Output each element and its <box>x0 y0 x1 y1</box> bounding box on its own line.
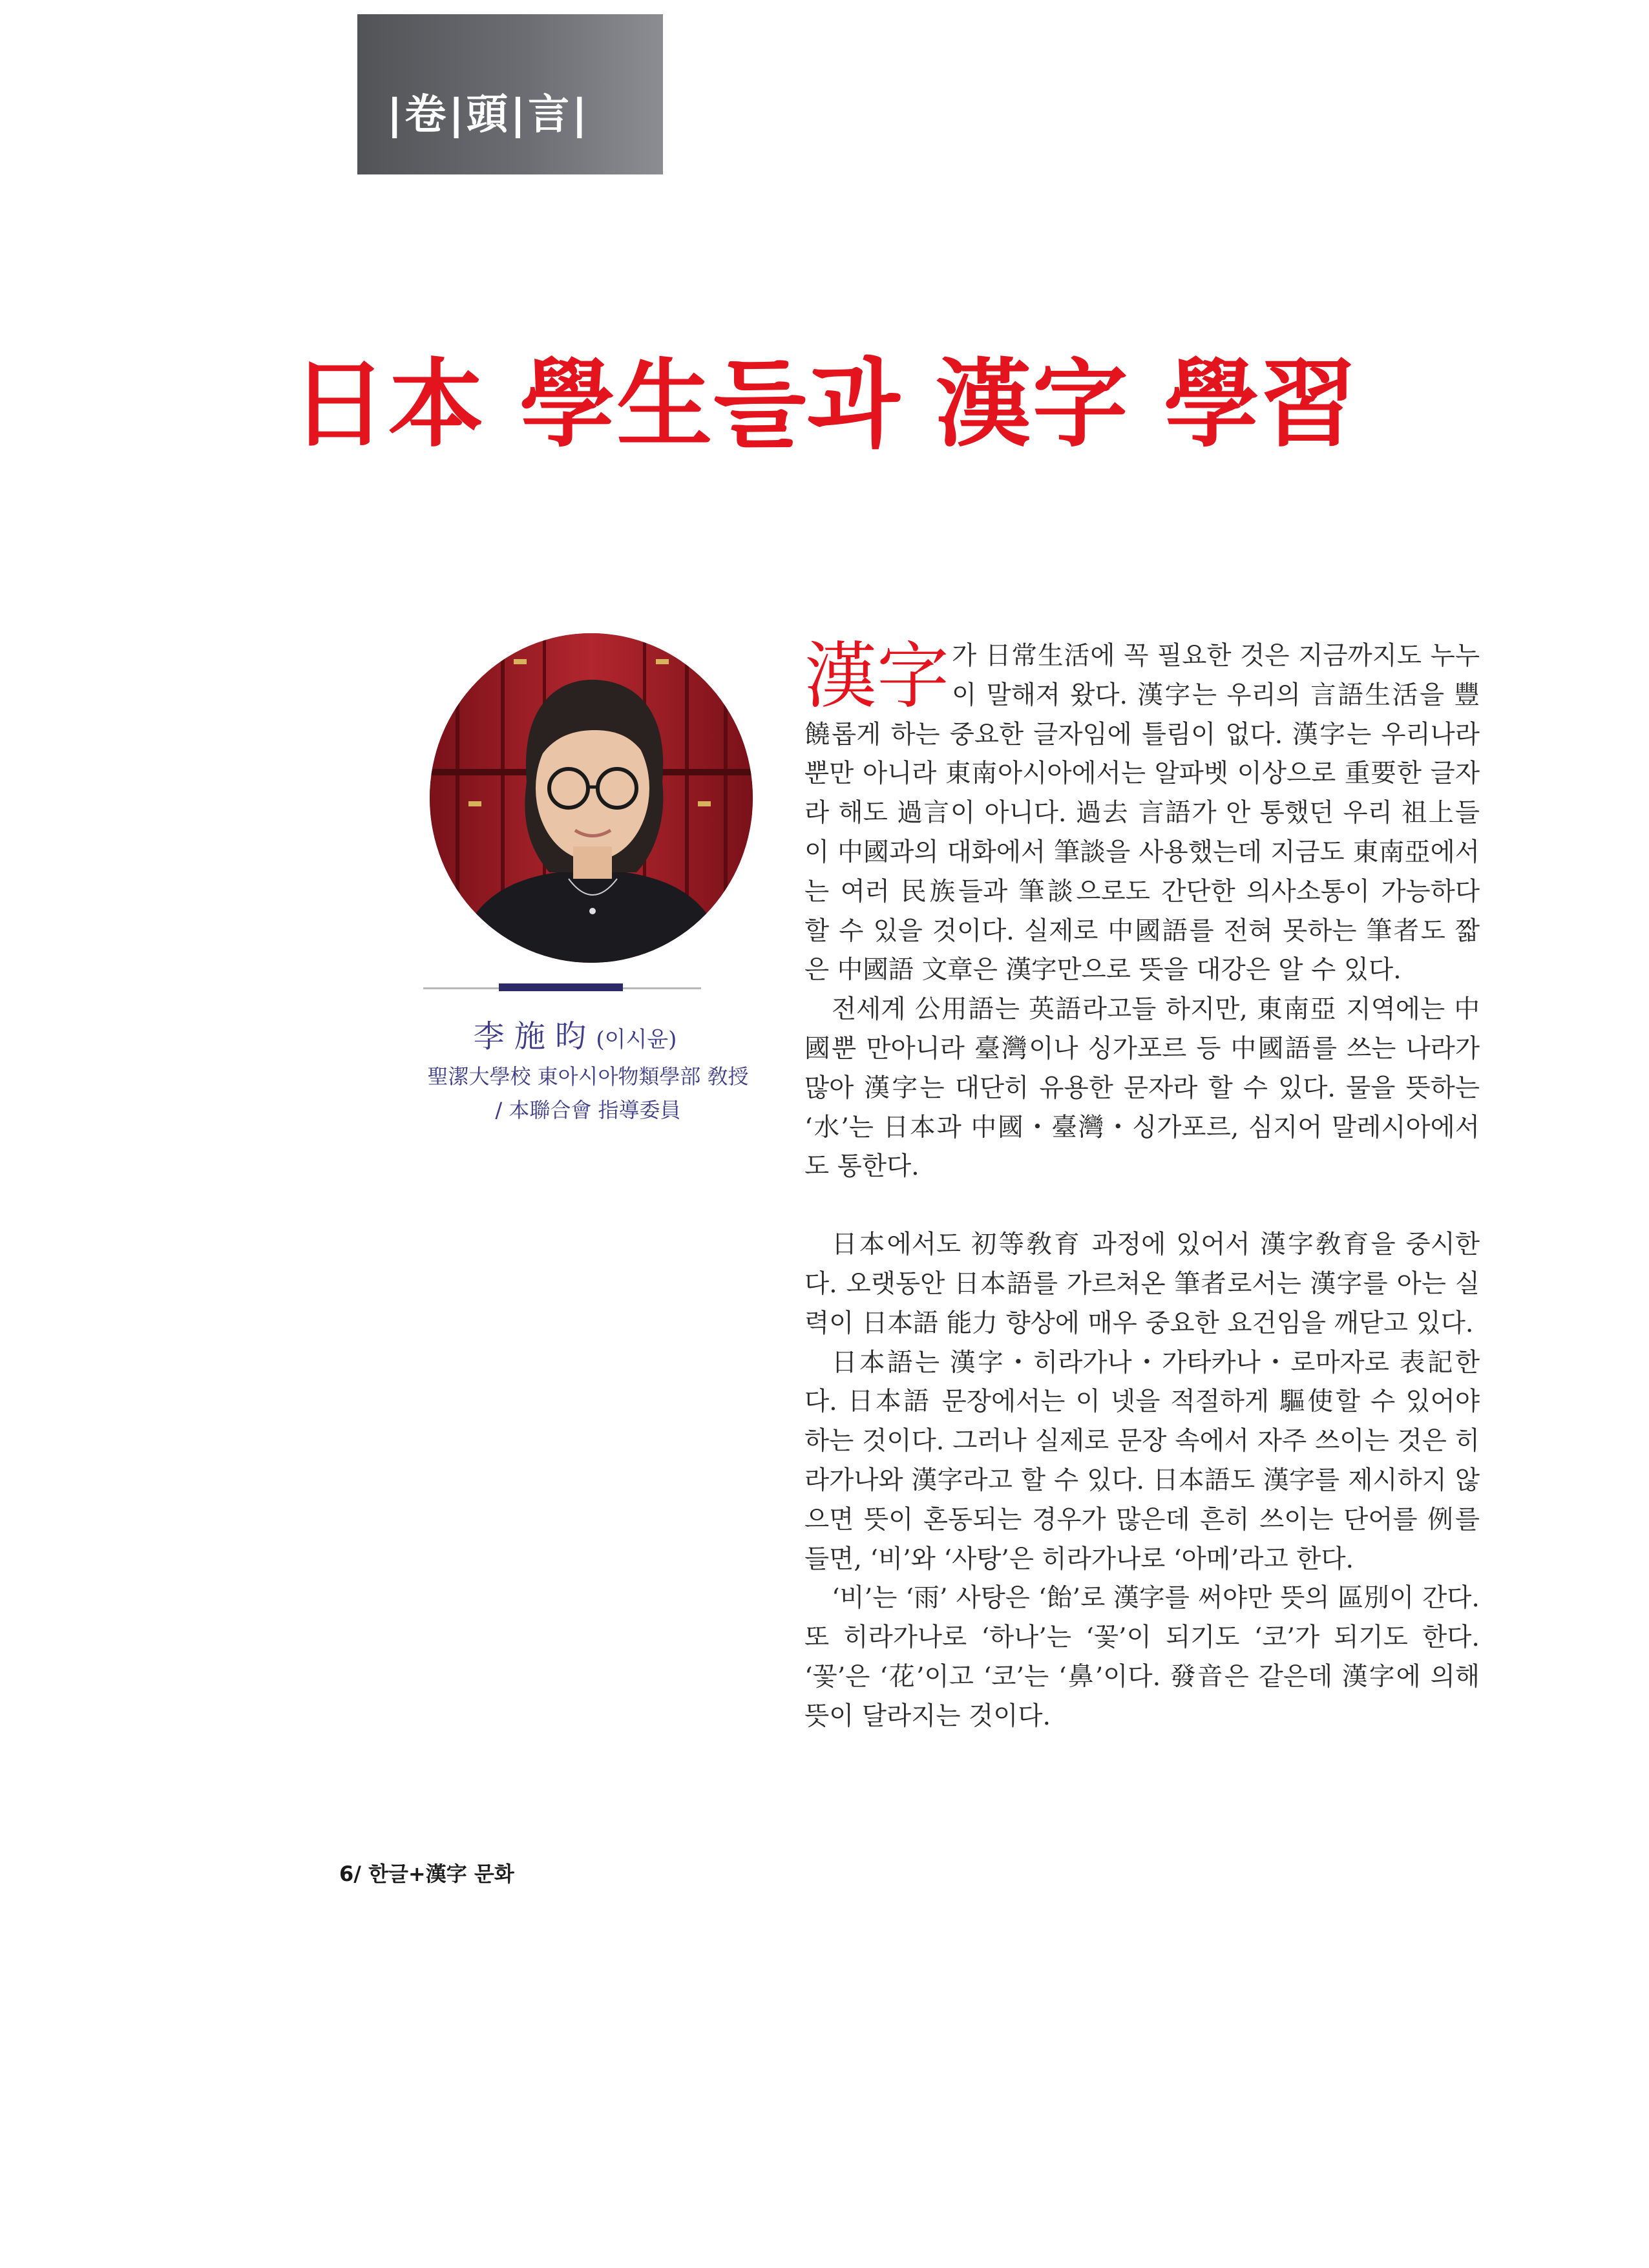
author-portrait <box>430 633 753 963</box>
paragraph-4: 日本語는 漢字・히라가나・가타카나・로마자로 表記한다. 日本語 문장에서는 이 넷을 적절하게 驅使할 수 있어야 하는 것이다. 그러나 실제로 문장 속에서 자주 쓰이는 것은 히라가나와 漢字라고 할 수 있다. 日本語도 漢字를 제시하지 않으면 뜻이 혼동되는 경우가 많은데 흔히 쓰이는 단어를 例를 들면, ‘비’와 ‘사탕’은 히라가나로 ‘아메’라고 한다. <box>804 1347 1480 1574</box>
paragraph-1-text: 가 日常生活에 꼭 필요한 것은 지금까지도 누누이 말해져 왔다. 漢字는 우리의 言語生活을 豐饒롭게 하는 중요한 글자임에 틀림이 없다. 漢字는 우리나라뿐만 아니라 東南아시아에서는 알파벳 이상으로 重要한 글자라 해도 過言이 아니다. 過去 言語가 안 통했던 우리 祖上들이 中國과의 대화에서 筆談을 사용했는데 지금도 東南亞에서는 여러 民族들과 筆談으로도 간단한 의사소통이 가능하다 할 수 있을 것이다. 실제로 中國語를 전혀 못하는 筆者도 짧은 中國語 文章은 漢字만으로 뜻을 대강은 알 수 있다. <box>804 641 1480 985</box>
section-tab-label: |卷|頭|言| <box>387 91 590 139</box>
author-affiliation <box>362 1060 814 1127</box>
author-divider-accent <box>499 983 623 991</box>
author-photo <box>430 633 753 963</box>
author-name <box>375 1011 775 1056</box>
author-affiliation-line1: 聖潔大學校 東아시아物類學部 敎授 <box>427 1064 749 1089</box>
author-name-hanja: 李 施 昀 <box>473 1018 587 1055</box>
article-title: 日本 學生들과 漢字 學習 <box>291 349 1358 460</box>
paragraph-5: ‘비’는 ‘雨’ 사탕은 ‘飴’로 漢字를 써야만 뜻의 區別이 간다. 또 히라가나로 ‘하나’는 ‘꽃’이 되기도 ‘코’가 되기도 한다. ‘꽃’은 ‘花’이고 ‘코’는 ‘鼻’이다. 發音은 같은데 漢字에 의해 뜻이 달라지는 것이다. <box>804 1583 1480 1731</box>
paragraph-3: 日本에서도 初等敎育 과정에 있어서 漢字敎育을 중시한다. 오랫동안 日本語를 가르쳐온 筆者로서는 漢字를 아는 실력이 日本語 能力 향상에 매우 중요한 요건임을 깨닫고 있다. <box>804 1230 1480 1338</box>
author-name-reading: (이시윤) <box>596 1027 677 1053</box>
article-body <box>804 636 1480 1736</box>
section-tab <box>357 14 663 174</box>
paragraph-1 <box>804 636 1480 990</box>
author-affiliation-line2: / 本聯合會 指導委員 <box>495 1098 681 1122</box>
paragraph-2: 전세계 公用語는 英語라고들 하지만, 東南亞 지역에는 中國뿐 만아니라 臺灣이나 싱가포르 등 中國語를 쓰는 나라가 많아 漢字는 대단히 유용한 문자라 할 수 있다. 물을 뜻하는 ‘水’는 日本과 中國・臺灣・싱가포르, 심지어 말레시아에서도 통한다. <box>804 994 1480 1182</box>
page-footer: 6/ 한글+漢字 문화 <box>339 1862 514 1886</box>
dropcap: 漢字 <box>804 635 949 719</box>
